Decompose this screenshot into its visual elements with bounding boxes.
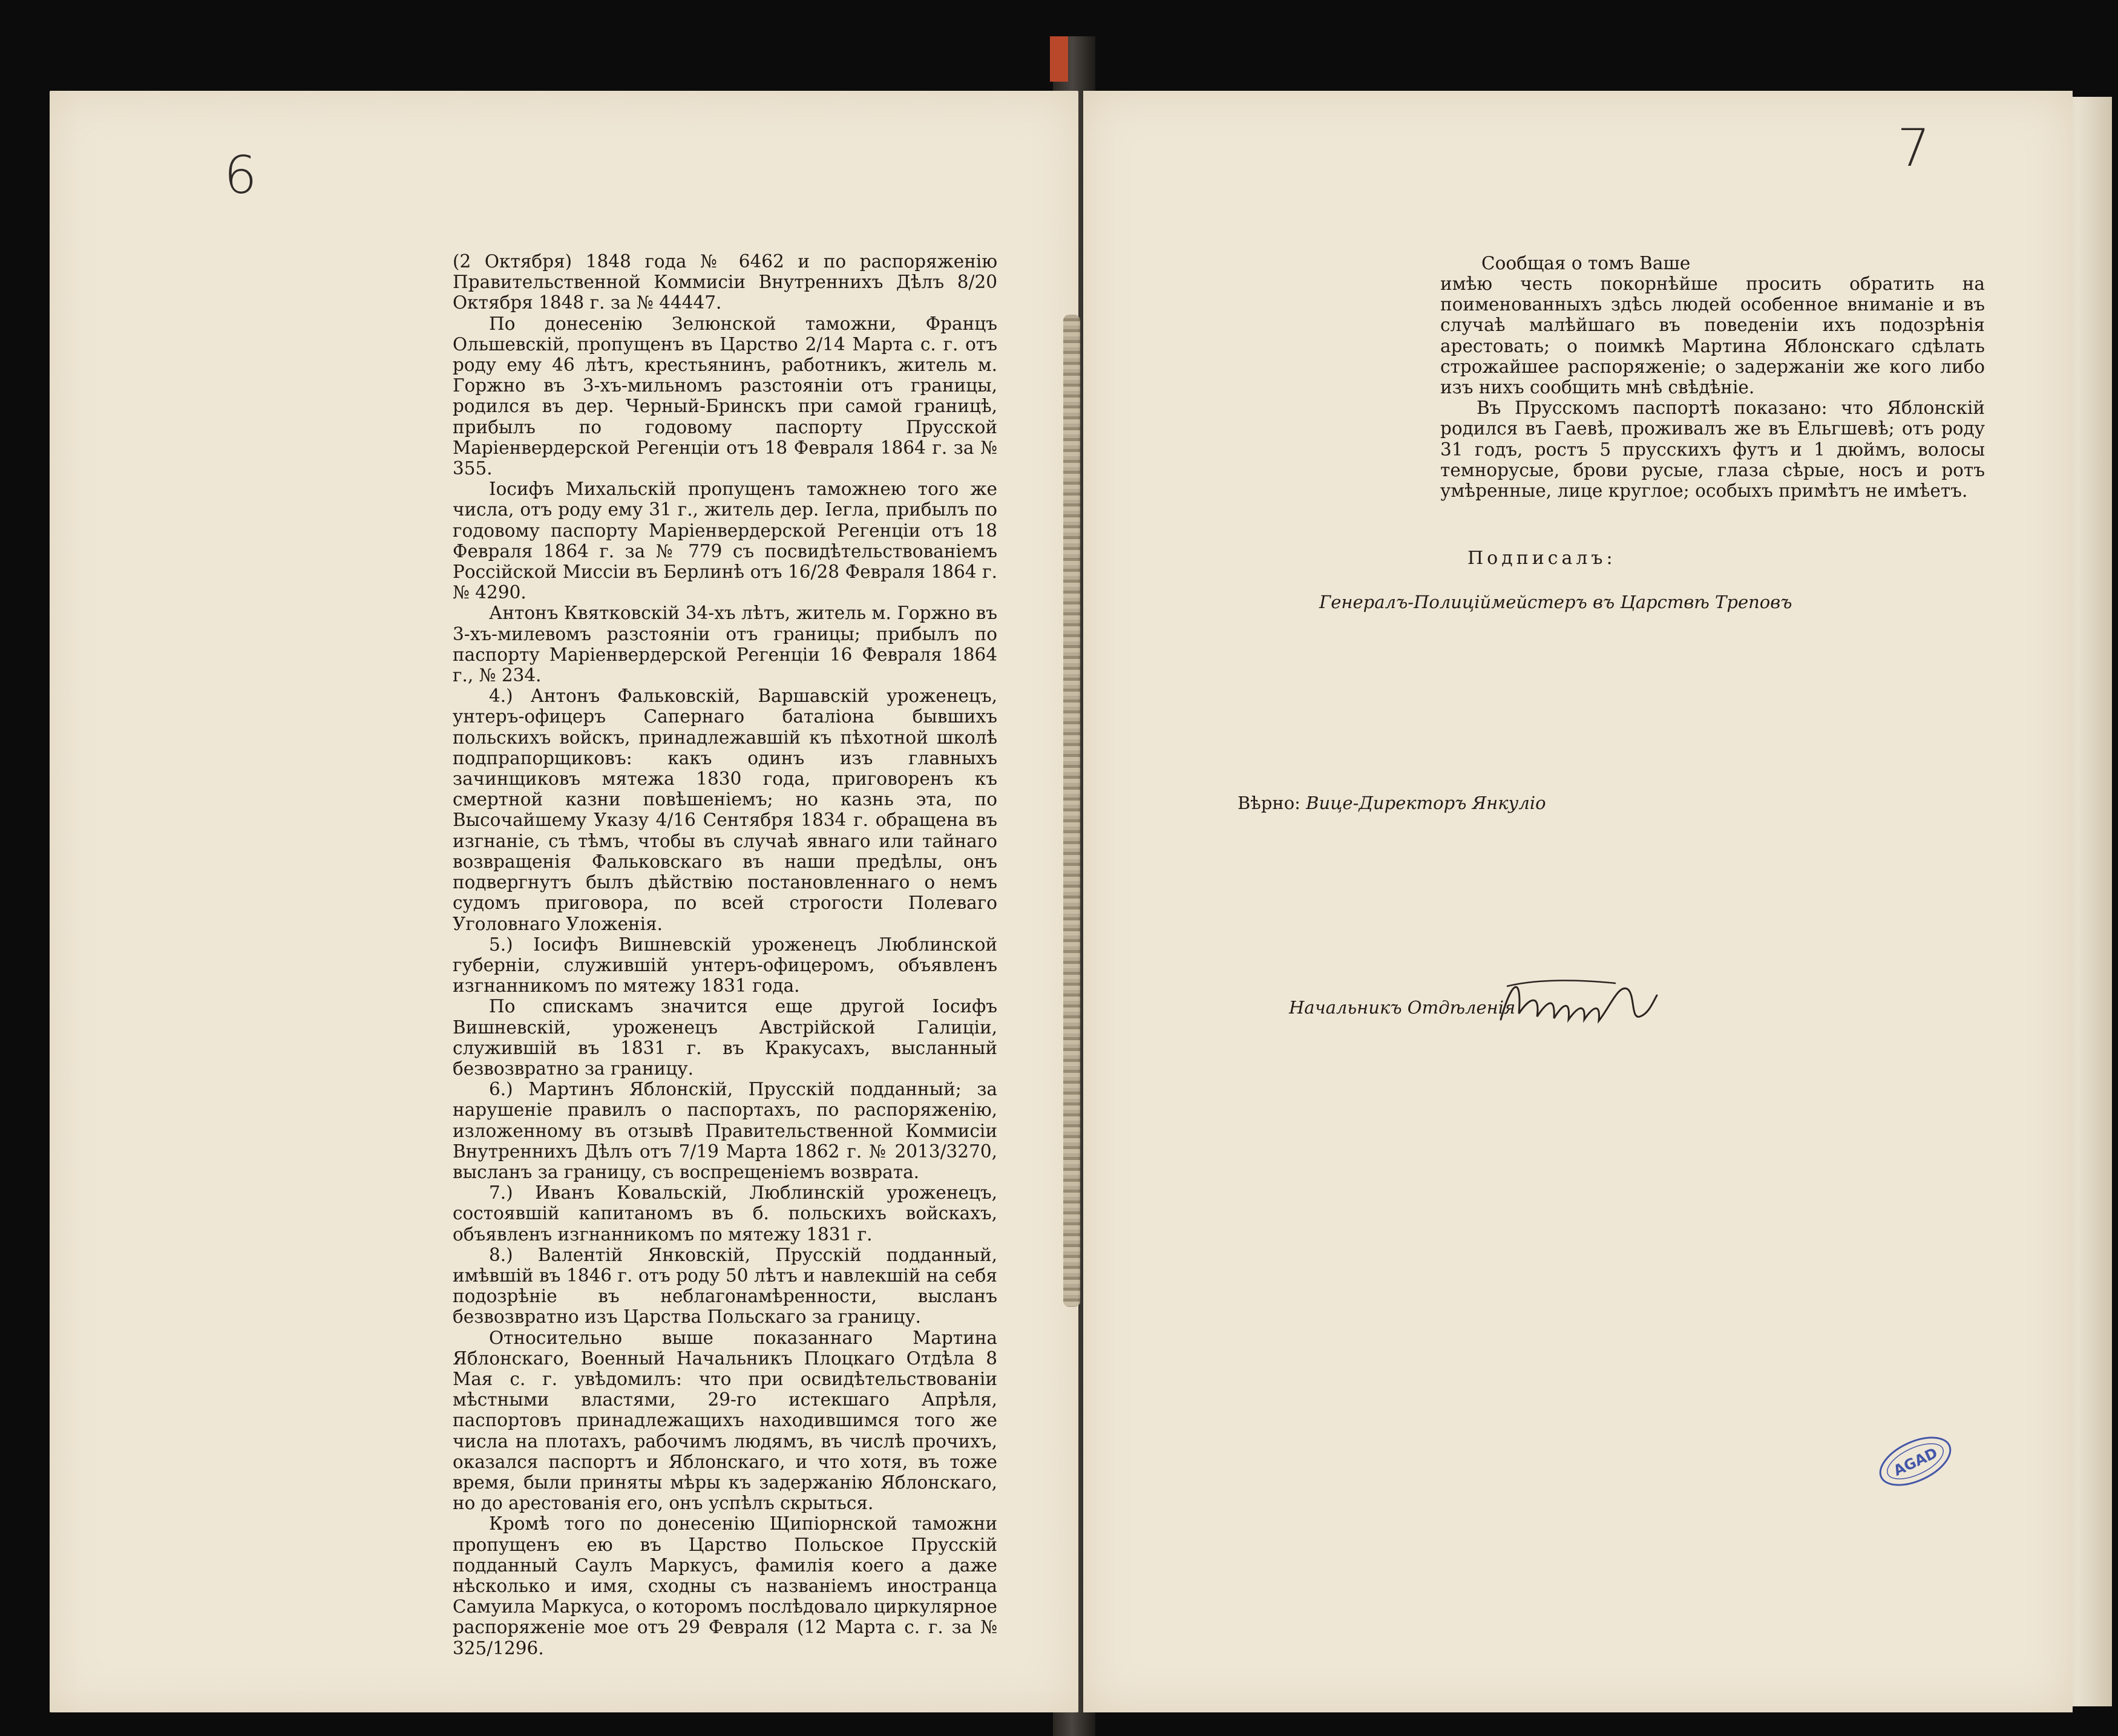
- paragraph: 6.) Мартинъ Яблонскій, Прусскій подданный; за нарушеніе правилъ о паспортахъ, по распоряженію, изложенному въ отзывѣ Правительственной Коммисіи Внутреннихъ Дѣлъ отъ 7/19 Марта 1862 г. № 2013/3270, высланъ за границу, съ воспрещеніемъ возврата.: [453, 1079, 997, 1182]
- signatory-line: Генералъ-Полиціймейстеръ въ Царствѣ Треповъ: [1319, 592, 1792, 612]
- paragraph: По спискамъ значится еще другой Іосифъ Вишневскій, уроженецъ Австрійской Галиціи, служившій въ 1831 г. въ Кракусахъ, высланный безвозвратно за границу.: [453, 996, 997, 1079]
- right-text-column: [1440, 274, 1985, 501]
- paragraph: 4.) Антонъ Фальковскій, Варшавскій уроженецъ, унтеръ-офицеръ Сапернаго баталіона бывшихъ польскихъ войскъ, принадлежавшій къ пѣхотной школѣ подпрапорщиковъ: какъ одинъ изъ главныхъ зачинщиковъ мятежа 1830 года, приговоренъ къ смертной казни повѣшеніемъ; но казнь эта, по Высочайшему Указу 4/16 Сентября 1834 г. обращена въ изгнаніе, съ тѣмъ, чтобы въ случаѣ явнаго или тайнаго возвращенія Фальковскаго въ наши предѣлы, онъ подвергнутъ былъ дѣйствію постановленнаго о немъ судомъ приговора, по всей строгости Полеваго Уголовнаго Уложенія.: [453, 686, 997, 934]
- binding-strip: [1063, 315, 1080, 1307]
- page-number-right: 7: [1897, 118, 1930, 179]
- paragraph: Іосифъ Михальскій пропущенъ таможнею того же числа, отъ роду ему 31 г., житель дер. Іегла, прибылъ по годовому паспорту Маріенвердерской Регенціи отъ 18 Февраля 1864 г. за № 779 съ посвидѣтельствованіемъ Россійской Миссіи въ Берлинѣ отъ 16/28 Февраля 1864 г. № 4290.: [453, 479, 997, 603]
- archive-stamp: [1870, 1434, 1961, 1489]
- stamp-text: AGAD: [1890, 1444, 1941, 1479]
- verified-by: Вице-Директоръ Янкуліо: [1306, 793, 1546, 813]
- opening-line: Сообщая о томъ Ваше: [1481, 253, 1691, 274]
- chief-of-department-line: Начальникъ Отдѣленія: [1289, 997, 1516, 1018]
- spine-tab: [1050, 36, 1068, 82]
- handwritten-signature: [1495, 971, 1664, 1038]
- paragraph: (2 Октября) 1848 года № 6462 и по распоряженію Правительственной Коммисіи Внутреннихъ Дѣлъ 8/20 Октября 1848 г. за № 44447.: [453, 251, 997, 313]
- left-text-column: [453, 251, 997, 1659]
- paragraph: 5.) Іосифъ Вишневскій уроженецъ Люблинской губерніи, служившій унтеръ-офицеромъ, объявленъ изгнанникомъ по мятежу 1831 года.: [453, 934, 997, 997]
- paragraph: 7.) Иванъ Ковальскій, Люблинскій уроженецъ, состоявшій капитаномъ въ б. польскихъ войскахъ, объявленъ изгнанникомъ по мятежу 1831 г.: [453, 1182, 997, 1245]
- paragraph: По донесенію Зелюнской таможни, Францъ Ольшевскій, пропущенъ въ Царство 2/14 Марта с. г. отъ роду ему 46 лѣтъ, крестьянинъ, работникъ, житель м. Горжно въ 3-хъ-мильномъ разстояніи отъ границы, родился въ дер. Черный-Бринскъ при самой границѣ, прибылъ по годовому паспорту Прусской Маріенвердерской Регенціи отъ 18 Февраля 1864 г. за № 355.: [453, 313, 997, 479]
- paragraph: имѣю честь покорнѣйше просить обратить на поименованныхъ здѣсь людей особенное вниманіе и въ случаѣ малѣйшаго въ поведеніи ихъ подозрѣнія арестовать; о поимкѣ Мартина Яблонскаго сдѣлать строжайшее распоряженіе; о задержаніи же кого либо изъ нихъ сообщить мнѣ свѣдѣніе.: [1440, 274, 1985, 398]
- paragraph: Относительно выше показаннаго Мартина Яблонскаго, Военный Начальникъ Плоцкаго Отдѣла 8 Мая с. г. увѣдомилъ: что при освидѣтельствованіи мѣстными властями, 29-го истекшаго Апрѣля, паспортовъ принадлежащихъ находившимся того же числа на плотахъ, рабочимъ людямъ, въ числѣ прочихъ, оказался паспортъ и Яблонскаго, и что хотя, въ тоже время, были приняты мѣры къ задержанію Яблонскаго, но до арестованія его, онъ успѣлъ скрыться.: [453, 1327, 997, 1514]
- signed-label: Подписалъ:: [1467, 548, 1616, 569]
- paragraph: Кромѣ того по донесенію Щипіорнской таможни пропущенъ ею въ Царство Польское Прусскій подданный Саулъ Маркусъ, фамилія коего а даже нѣсколько и имя, сходны съ названіемъ иностранца Самуила Маркуса, о которомъ послѣдовало циркулярное распоряженіе мое отъ 29 Февраля (12 Марта с. г. за № 325/1296.: [453, 1513, 997, 1659]
- page-number-left: 6: [224, 145, 257, 206]
- verification-line: [1238, 793, 1546, 813]
- paragraph: Антонъ Квятковскій 34-хъ лѣтъ, житель м. Горжно въ 3-хъ-милевомъ разстояніи отъ границы; прибылъ по паспорту Маріенвердерской Регенціи 16 Февраля 1864 г., № 234.: [453, 603, 997, 686]
- paragraph: 8.) Валентій Янковскій, Прусскій подданный, имѣвшій въ 1846 г. отъ роду 50 лѣтъ и навлекшій на себя подозрѣніе въ неблагонамѣренности, высланъ безвозвратно изъ Царства Польскаго за границу.: [453, 1244, 997, 1328]
- verified-label: Вѣрно:: [1238, 793, 1300, 813]
- paragraph: Въ Прусскомъ паспортѣ показано: что Яблонскій родился въ Гаевѣ, проживалъ же въ Ельгшевѣ; отъ роду 31 годъ, ростъ 5 прусскихъ футъ и 1 дюймъ, волосы темнорусые, брови русые, глаза сѣрые, носъ и ротъ умѣренные, лице круглое; особыхъ примѣтъ не имѣетъ.: [1440, 398, 1985, 502]
